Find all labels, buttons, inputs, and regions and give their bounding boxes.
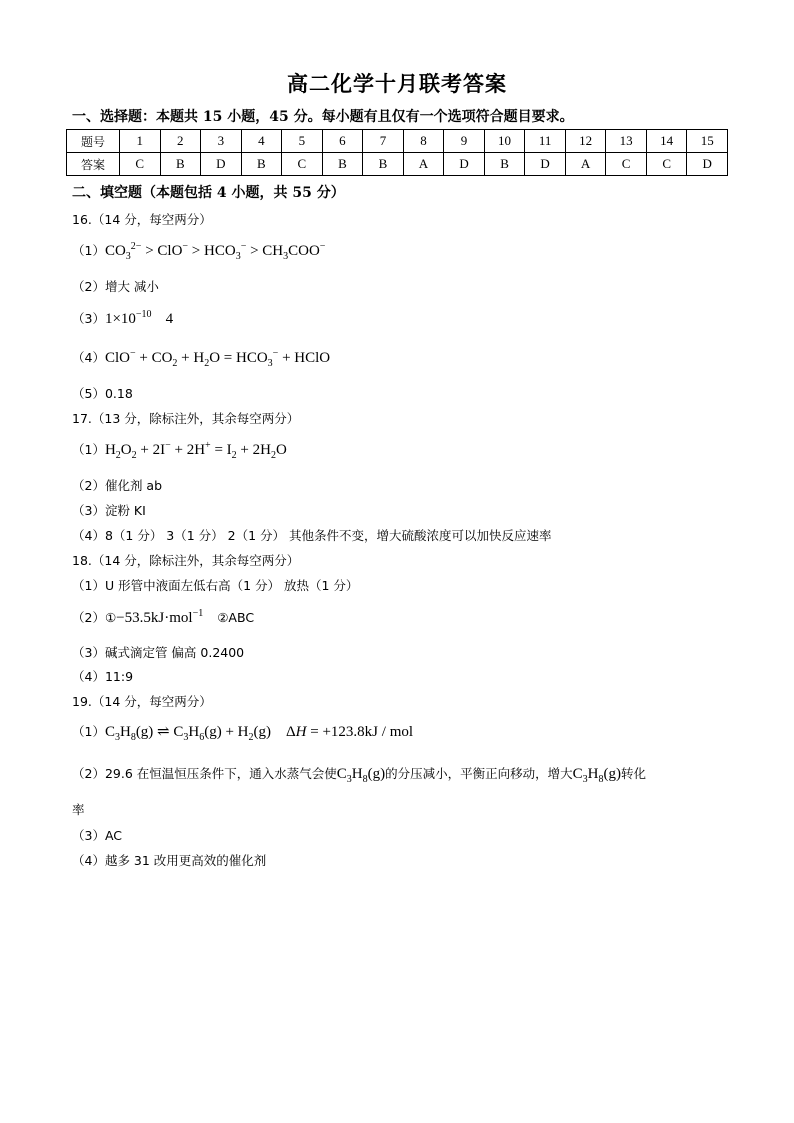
section1-heading: 一、选择题：本题共 15 小题，45 分。每小题有且仅有一个选项符合题目要求。 (72, 109, 574, 125)
table-cell: 5 (282, 130, 323, 153)
table-cell: A (403, 153, 444, 176)
table-cell: C (120, 153, 161, 176)
formula: $C_3H_8(g)$ (572, 766, 621, 785)
table-cell: 13 (606, 130, 647, 153)
table-cell: B (241, 153, 282, 176)
table-cell: B (363, 153, 404, 176)
q19-header: 19.（14 分，每空两分） (72, 694, 212, 709)
table-row-numbers (67, 130, 728, 153)
formula: −53.5kJ·mol$^{-1}$ (116, 608, 204, 626)
q18-header: 18.（14 分，除标注外，其余每空两分） (72, 553, 300, 568)
table-cell: A (565, 153, 606, 176)
q16-part1: $(1)CO_3^{2-} > ClO^- > HCO_3^- > CH_3COO^-$ (72, 241, 326, 262)
page-title: 高二化学十月联考答案 (287, 71, 507, 96)
q16-header: 16.（14 分，每空两分） (72, 212, 212, 227)
table-cell: 2 (160, 130, 201, 153)
table-cell: 11 (525, 130, 566, 153)
table-cell: 3 (201, 130, 242, 153)
table-cell: C (282, 153, 323, 176)
formula: $C_3H_8(g)$ ⇌ $C_3H_6(g) + H_2(g)$ ΔH = +123.8kJ / mol (104, 724, 414, 743)
table-cell: 10 (484, 130, 525, 153)
table-cell: 6 (322, 130, 363, 153)
formula: $H_2O_2 + 2I^- + 2H^+ = I_2 + 2H_2O$ (104, 440, 287, 461)
table-cell: 12 (565, 130, 606, 153)
q16-part2: （2）增大 减小 (72, 279, 159, 294)
row-label-answer: 答案 (67, 153, 120, 176)
q17-part4: （4）8（1 分） 3（1 分） 2（1 分） 其他条件不变，增大硫酸浓度可以加快反应速率 (72, 528, 552, 543)
q18-part3: （3）碱式滴定管 偏高 0.2400 (72, 645, 245, 660)
table-cell: C (646, 153, 687, 176)
table-cell: D (444, 153, 485, 176)
section2-heading: 二、填空题（本题包括 4 小题，共 55 分） (72, 185, 345, 201)
q19-part3: （3）AC (72, 828, 123, 843)
q17-header: 17.（13 分，除标注外，其余每空两分） (72, 411, 300, 426)
answer-table (66, 129, 728, 176)
q17-part2: （2）催化剂 ab (72, 478, 163, 493)
table-cell: 7 (363, 130, 404, 153)
table-row-answers (67, 153, 728, 176)
q19-part1: $(1)C_3H_8(g)$ ⇌ $C_3H_6(g) + H_2(g)$ ΔH = +123.8kJ / mol (72, 724, 414, 743)
table-cell: D (201, 153, 242, 176)
table-cell: 4 (241, 130, 282, 153)
q19-part4: （4）越多 31 改用更高效的催化剂 (72, 853, 267, 868)
q16-part3: $(3)1\times 10^{-10}$ 4 (72, 309, 174, 327)
formula: $1\times 10^{-10}$ (104, 309, 152, 327)
table-cell: B (160, 153, 201, 176)
table-cell: B (484, 153, 525, 176)
q18-part2: （2）①−53.5kJ·mol$^{-1}$ ②ABC (72, 608, 255, 626)
table-cell: 9 (444, 130, 485, 153)
table-cell: D (687, 153, 728, 176)
table-cell: 15 (687, 130, 728, 153)
q19-part2-cont: 率 (72, 802, 85, 817)
formula: $C_3H_8(g)$ (336, 766, 386, 785)
table-cell: 1 (120, 130, 161, 153)
q18-part4: （4）11:9 (72, 669, 134, 684)
table-cell: D (525, 153, 566, 176)
q19-part2: （2）29.6 在恒温恒压条件下，通入水蒸气会使$C_3H_8(g)$的分压减小，平衡正向移动，增大$C_3H_8(g)$转化 (72, 766, 647, 785)
row-label-question: 题号 (67, 130, 120, 153)
q17-part1: $(1)H_2O_2 + 2I^- + 2H^+ = I_2 + 2H_2O$ (72, 440, 287, 461)
q18-part1: （1）U 形管中液面左低右高（1 分） 放热（1 分） (72, 578, 359, 593)
table-cell: 8 (403, 130, 444, 153)
q16-part4: $(4)ClO^- + CO_2 + H_2O = HCO_3^-$ + HClO (72, 348, 331, 369)
table-cell: B (322, 153, 363, 176)
table-cell: C (606, 153, 647, 176)
q17-part3: （3）淀粉 KI (72, 503, 146, 518)
formula: $CO_3^{2-} > ClO^- > HCO_3^- > CH_3COO^-$ (104, 241, 326, 262)
q16-part5: （5）0.18 (72, 386, 133, 401)
formula: $ClO^- + CO_2 + H_2O = HCO_3^-$ + HClO (104, 348, 331, 369)
table-cell: 14 (646, 130, 687, 153)
